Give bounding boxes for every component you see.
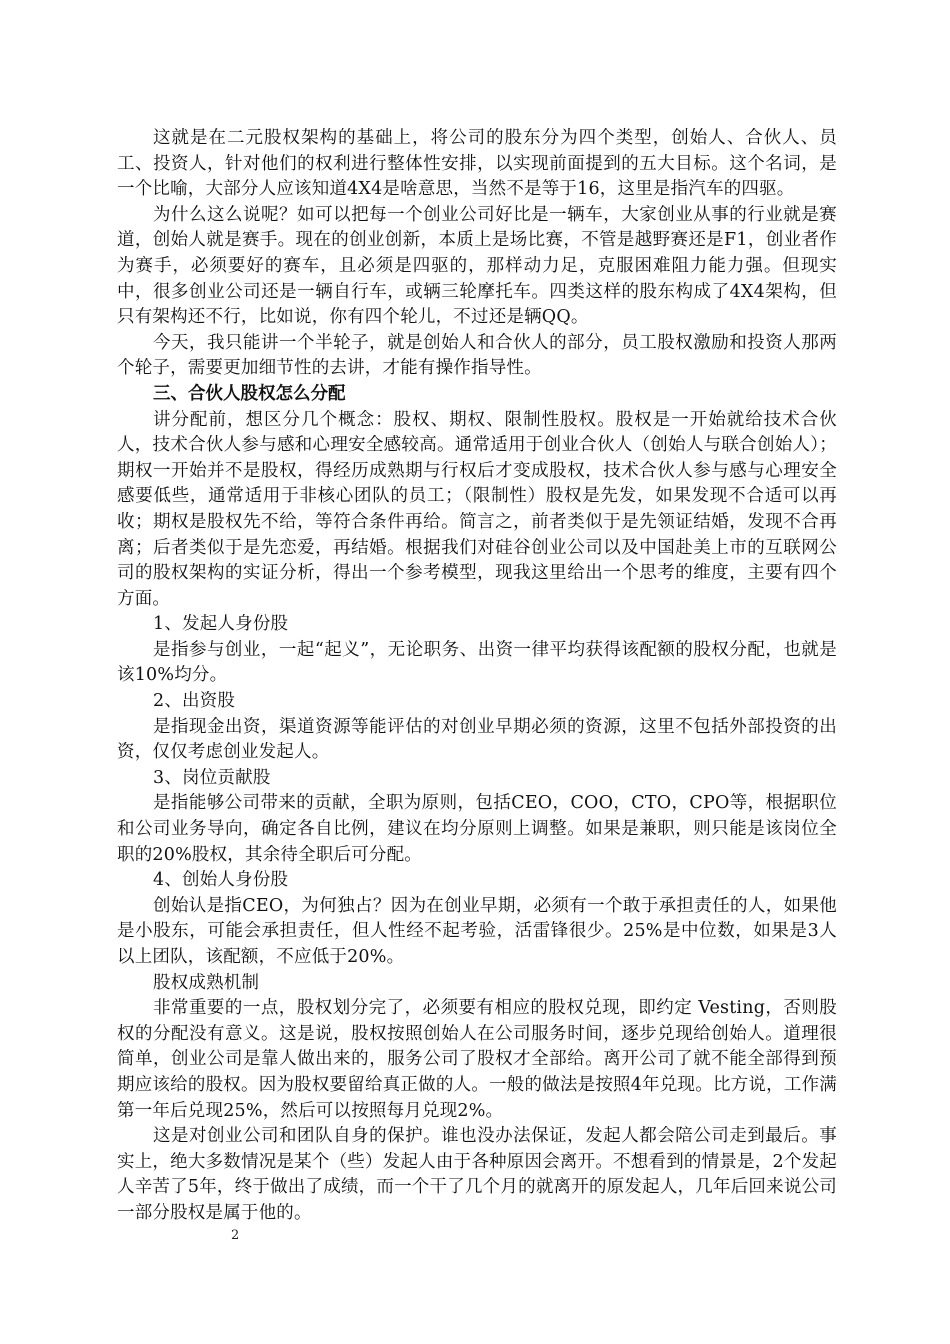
paragraph-intro-4x4: 这就是在二元股权架构的基础上，将公司的股东分为四个类型，创始人、合伙人、员工、投资人，针对他们的权利进行整体性安排，以实现前面提到的五大目标。这个名词，是一个比喻，大部分人应该知道4X4是啥意思，当然不是等于16，这里是指汽车的四驱。 [117, 128, 837, 200]
subheading-capital-share: 2、出资股 [153, 691, 236, 712]
paragraph-vesting: 非常重要的一点，股权划分完了，必须要有相应的股权兑现，即约定 Vesting，否则股权的分配没有意义。这是说，股权按照创始人在公司服务时间，逐步兑现给创始人。道理很简单，创业公司是靠人做出来的，服务公司了股权才全部给。离开公司了就不能全部得到预期应该给的股权。因为股权要留给真正做的人。一般的做法是按照4年兑现。比方说，工作满第一年后兑现25%，然后可以按照每月兑现2%。 [117, 998, 837, 1121]
page-number: 2 [231, 1228, 240, 1243]
paragraph-capital-share: 是指现金出资，渠道资源等能评估的对创业早期必须的资源，这里不包括外部投资的出资，仅仅考虑创业发起人。 [117, 716, 837, 763]
document-page [117, 126, 837, 1227]
paragraph-ceo-share: 创始认是指CEO，为何独占？因为在创业早期，必须有一个敢于承担责任的人，如果他是小股东，可能会承担责任，但人性经不起考验，活雷锋很少。25%是中位数，如果是3人以上团队，该配额，不应低于20%。 [117, 895, 837, 967]
paragraph-car-analogy: 为什么这么说呢？如可以把每一个创业公司好比是一辆车，大家创业从事的行业就是赛道，创始人就是赛手。现在的创业创新，本质上是场比赛，不管是越野赛还是F1，创业者作为赛手，必须要好的赛车，且必须是四驱的，那样动力足，克服困难阻力能力强。但现实中，很多创业公司还是一辆自行车，或辆三轮摩托车。四类这样的股东构成了4X4架构，但只有架构还不行，比如说，你有四个轮儿，不过还是辆QQ。 [117, 204, 837, 328]
subheading-ceo-share: 4、创始人身份股 [153, 870, 289, 891]
subheading-founder-identity-share: 1、发起人身份股 [153, 614, 289, 635]
paragraph-concepts: 讲分配前，想区分几个概念：股权、期权、限制性股权。股权是一开始就给技术合伙人，技术合伙人参与感和心理安全感较高。通常适用于创业合伙人（创始人与联合创始人）；期权一开始并不是股权，得经历成熟期与行权后才变成股权，技术合伙人参与感与心理安全感要低些，通常适用于非核心团队的员工；（限制性）股权是先发，如果发现不合适可以再收；期权是股权先不给，等符合条件再给。简言之，前者类似于是先领证结婚，发现不合再离；后者类似于是先恋爱，再结婚。根据我们对硅谷创业公司以及中国赴美上市的互联网公司的股权架构的实证分析，得出一个参考模型，现我这里给出一个思考的维度，主要有四个方面。 [117, 409, 837, 609]
section-heading: 三、合伙人股权怎么分配 [153, 383, 346, 404]
paragraph-today: 今天，我只能讲一个半轮子，就是创始人和合伙人的部分，员工股权激励和投资人那两个轮子，需要更加细节性的去讲，才能有操作指导性。 [117, 332, 837, 379]
paragraph-founder-identity-share: 是指参与创业，一起“起义”，无论职务、出资一律平均获得该配额的股权分配，也就是该10%均分。 [117, 639, 837, 686]
subheading-vesting: 股权成熟机制 [153, 972, 260, 993]
subheading-position-share: 3、岗位贡献股 [153, 767, 271, 788]
paragraph-position-share: 是指能够公司带来的贡献，全职为原则，包括CEO，COO，CTO，CPO等，根据职位和公司业务导向，确定各自比例，建议在均分原则上调整。如果是兼职，则只能是该岗位全职的20%股权，其余待全职后可分配。 [117, 793, 837, 865]
paragraph-protection: 这是对创业公司和团队自身的保护。谁也没办法保证，发起人都会陪公司走到最后。事实上，绝大多数情况是某个（些）发起人由于各种原因会离开。不想看到的情景是，2个发起人辛苦了5年，终于做出了成绩，而一个干了几个月的就离开的原发起人，几年后回来说公司一部分股权是属于他的。 [117, 1126, 837, 1223]
